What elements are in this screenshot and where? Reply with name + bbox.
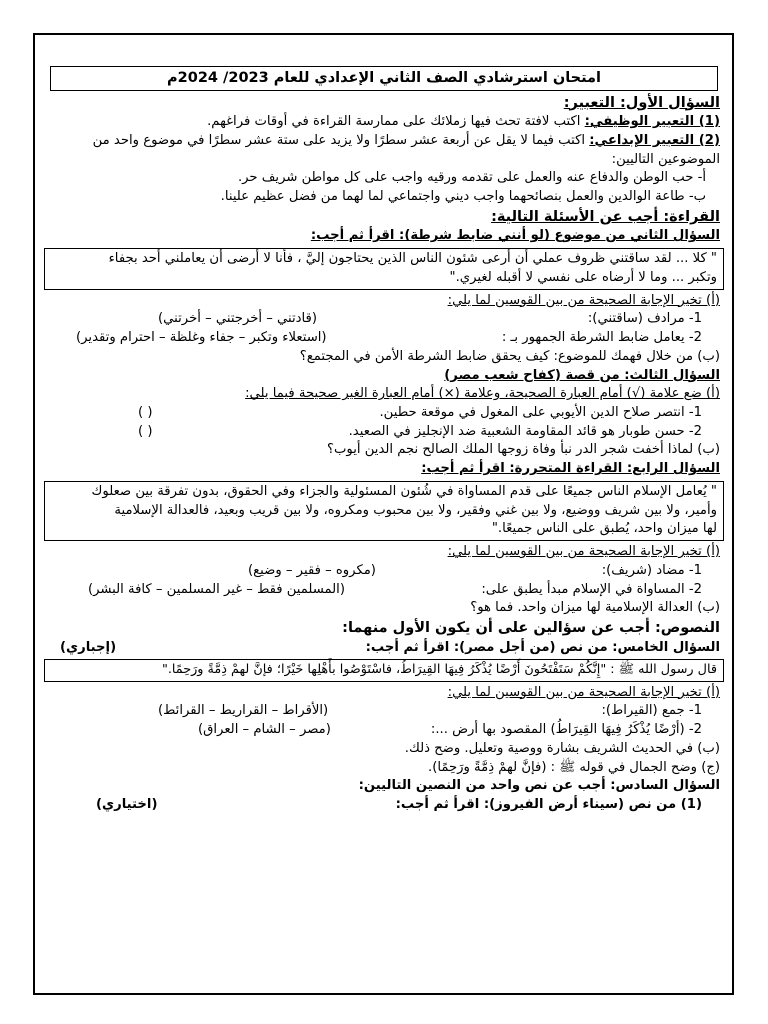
q3-item-2: [44, 423, 724, 442]
q1-creative-cont: الموضوعين التاليين:: [611, 151, 720, 167]
q4-passage-line-3: لها ميزان واحد، يُطبق على الناس جميعًا.": [491, 521, 717, 537]
q5-heading: السؤال الخامس: من نص (من أجل مصر): اقرأ ثم أجب:: [365, 639, 720, 655]
q1-creative-text: اكتب فيما لا يقل عن أربعة عشر سطرًا ولا يزيد على ستة عشر سطرًا في موضوع واحد من: [92, 132, 590, 148]
q2-item-2: [44, 329, 724, 348]
q1-creative: [44, 132, 724, 151]
q5-item-1: [44, 702, 724, 721]
q5-tag: (إجباري): [60, 639, 117, 655]
q1-topic-a: أ- حب الوطن والدفاع عنه والعمل على تقدمه ورقيه واجب على كل مواطن شريف حر.: [237, 170, 706, 186]
q1-heading: السؤال الأول: التعبير:: [563, 94, 720, 111]
q4-instruction: (أ) تخير الإجابة الصحيحة من بين القوسين لما يلي:: [447, 544, 720, 560]
q4-part-b: (ب) العدالة الإسلامية لها ميزان واحد. فما هو؟: [470, 600, 720, 616]
q4-passage-line-2: وأمير، ولا بين شريف ووضيع، ولا بين غني وفقير، ولا بين محبوب ومكروه، ولا بين قريب وبعيد، فالعدالة الإسلامية: [114, 502, 717, 518]
q4-heading: السؤال الرابع: القراءة المتحررة: اقرأ ثم أجب:: [421, 461, 720, 477]
q4-passage-line-1: " يُعامل الإسلام الناس جميعًا على قدم المساواة في شُئون المسئولية والجزاء وفي الحقوق، بدون تفرقة بين صعلوك: [91, 483, 717, 499]
q2-instruction: (أ) تخير الإجابة الصحيحة من بين القوسين لما يلي:: [447, 292, 720, 308]
q3-item-2-paren: ( ): [138, 423, 153, 439]
q3-part-b: (ب) لماذا أخفت شجر الدر نبأ وفاة زوجها الملك الصالح نجم الدين أيوب؟: [327, 442, 720, 458]
q6-item-1-row: [44, 796, 724, 815]
reading-heading: القراءة: أجب عن الأسئلة التالية:: [491, 208, 720, 225]
q1-functional-text: اكتب لافتة تحث فيها زملائك على ممارسة القراءة في أوقات فراغهم.: [207, 114, 585, 130]
q5-item-2-options: (مصر – الشام – العراق): [198, 722, 331, 738]
q2-item-2-options: (استعلاء وتكبر – جفاء وغلظة – احترام وتقدير): [76, 330, 327, 346]
q5-item-2: [44, 721, 724, 740]
q4-item-1: [44, 562, 724, 581]
q2-item-1-question: 1- مرادف (ساقتني):: [587, 311, 702, 327]
q2-passage-line-2: وتكبر ... وما لا أرضاه على نفسي لا أقبله لغيري.": [449, 269, 717, 285]
q5-item-1-options: (الأقراط – القراريط – القرائط): [158, 703, 329, 719]
exam-title: امتحان استرشادي الصف الثاني الإعدادي للعام 2023/ 2024م: [50, 66, 718, 91]
q5-heading-row: [44, 639, 724, 658]
q4-item-1-question: 1- مضاد (شريف):: [601, 562, 702, 578]
q3-item-1-paren: ( ): [138, 405, 153, 421]
q5-item-1-question: 1- جمع (القيراط):: [601, 703, 702, 719]
q3-item-1: [44, 404, 724, 423]
q1-functional-label: (1) التعبير الوظيفي:: [584, 114, 720, 130]
q5-hadith: قال رسول الله ﷺ : "إِنَّكُمْ سَتَفْتَحُونَ أَرْضًا يُذْكَرُ فِيهَا القِيرَاطُ، فاسْتَوْصُوا بأَهْلِها خَيْرًا؛ فإنَّ لهمْ ذِمَّةً ورَحِمًا.": [161, 662, 717, 678]
q6-heading: السؤال السادس: أجب عن نص واحد من النصين التاليين:: [358, 778, 720, 794]
q1-functional: [44, 113, 724, 132]
q3-item-1-text: 1- انتصر صلاح الدين الأيوبي على المغول في موقعة حطين.: [379, 405, 702, 421]
q6-tag: (اختياري): [96, 796, 158, 812]
q4-passage-box: [44, 481, 724, 541]
q4-item-2-options: (المسلمين فقط – غير المسلمين – كافة البشر): [88, 581, 345, 597]
q4-item-1-options: (مكروه – فقير – وضيع): [248, 562, 376, 578]
q2-heading: السؤال الثاني من موضوع (لو أنني ضابط شرطة): اقرأ ثم أجب:: [310, 228, 720, 244]
exam-content: [44, 66, 724, 815]
q2-item-1-options: (قادتني – أخرجتني – أخرتني): [158, 311, 318, 327]
q5-item-2-question: 2- (أرْضًا يُذْكَرُ فِيهَا القِيرَاطُ) المقصود بها أرض ...:: [430, 722, 702, 738]
q1-topic-b: ب- طاعة الوالدين والعمل بنصائحهما واجب ديني واجتماعي لما لهما من فضل عظيم علينا.: [220, 189, 706, 205]
q3-item-2-text: 2- حسن طوبار هو قائد المقاومة الشعبية ضد الإنجليز في الصعيد.: [348, 423, 702, 439]
q2-part-b: (ب) من خلال فهمك للموضوع: كيف يحقق ضابط الشرطة الأمن في المجتمع؟: [299, 348, 720, 364]
q2-passage-box: [44, 248, 724, 289]
q5-hadith-box: [44, 659, 724, 681]
q5-part-c: (ج) وضح الجمال في قوله ﷺ : (فإنَّ لهمْ ذِمَّةً ورَحِمًا).: [428, 759, 720, 775]
q3-heading: السؤال الثالث: من قصة (كفاح شعب مصر): [444, 367, 720, 383]
q5-part-b: (ب) في الحديث الشريف بشارة ووصية وتعليل. وضح ذلك.: [404, 740, 720, 756]
texts-heading: النصوص: أجب عن سؤالين على أن يكون الأول منهما:: [342, 620, 720, 637]
q1-creative-label: (2) التعبير الإبداعي:: [589, 132, 720, 148]
q6-item-1: (1) من نص (سيناء أرض الفيروز): اقرأ ثم أجب:: [395, 796, 702, 812]
q4-item-2: [44, 581, 724, 600]
q2-item-1: [44, 310, 724, 329]
q2-passage-line-1: " كلا ... لقد ساقتني ظروف عملي أن أرعى شئون الناس الذين يحتاجون إليَّ ، فأنا لا أرضى أن يعاملني أحد بجفاء: [108, 251, 717, 267]
q2-item-2-question: 2- يعامل ضابط الشرطة الجمهور بـ :: [501, 330, 702, 346]
q4-item-2-question: 2- المساواة في الإسلام مبدأ يطبق على:: [481, 581, 702, 597]
q5-instruction: (أ) تخير الإجابة الصحيحة من بين القوسين لما يلي:: [447, 684, 720, 700]
q3-instruction: (أ) ضع علامة (√) أمام العبارة الصحيحة، وعلامة (×) أمام العبارة الغير صحيحة فيما يلي:: [245, 386, 720, 402]
